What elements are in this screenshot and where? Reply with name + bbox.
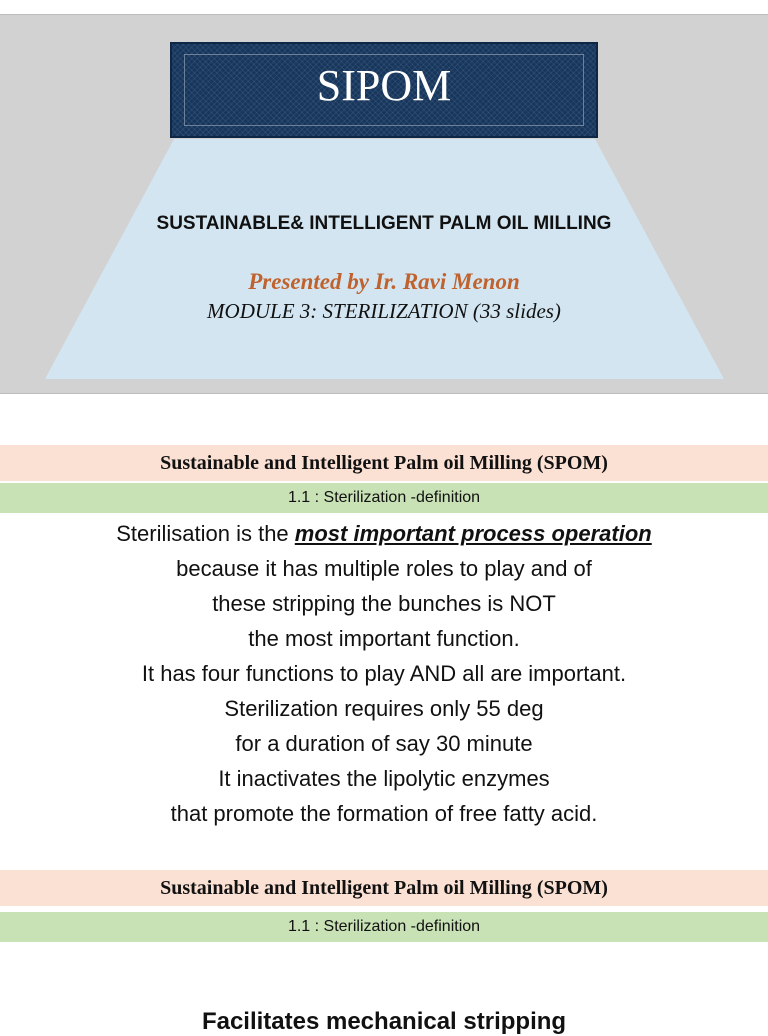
body-line: It inactivates the lipolytic enzymes xyxy=(218,766,550,791)
body-line xyxy=(0,551,768,586)
slide-subtitle: SUSTAINABLE& INTELLIGENT PALM OIL MILLING xyxy=(156,213,612,234)
body-line: that promote the formation of free fatty acid. xyxy=(170,801,598,826)
section-label: 1.1 : Sterilization -definition xyxy=(0,912,768,942)
body-line: It has four functions to play AND all are important. xyxy=(141,661,627,686)
presenter-line: Presented by Ir. Ravi Menon xyxy=(248,269,520,294)
body-line-prefix: Sterilisation is the xyxy=(116,521,295,546)
body-line-text: because it has multiple roles to play and of xyxy=(176,556,592,581)
body-line: the most important function. xyxy=(248,626,520,651)
title-slide xyxy=(0,14,768,394)
slide-header: Sustainable and Intelligent Palm oil Milling (SPOM) xyxy=(0,870,768,906)
slide-header: Sustainable and Intelligent Palm oil Milling (SPOM) xyxy=(0,445,768,481)
emphasis-text: most important process operation xyxy=(294,521,652,546)
slide-body xyxy=(0,516,768,831)
body-line: for a duration of say 30 minute xyxy=(235,731,533,756)
partial-body-text: Facilitates mechanical stripping xyxy=(201,1008,567,1035)
slide-title: SIPOM xyxy=(316,61,452,110)
body-line: Sterilization requires only 55 deg xyxy=(224,696,544,721)
trapezoid-panel xyxy=(45,139,724,379)
module-line: MODULE 3: STERILIZATION (33 slides) xyxy=(207,299,561,323)
body-line: these stripping the bunches is NOT xyxy=(212,591,556,616)
section-label: 1.1 : Sterilization -definition xyxy=(0,483,768,513)
body-line xyxy=(0,516,768,551)
title-box xyxy=(170,42,598,138)
